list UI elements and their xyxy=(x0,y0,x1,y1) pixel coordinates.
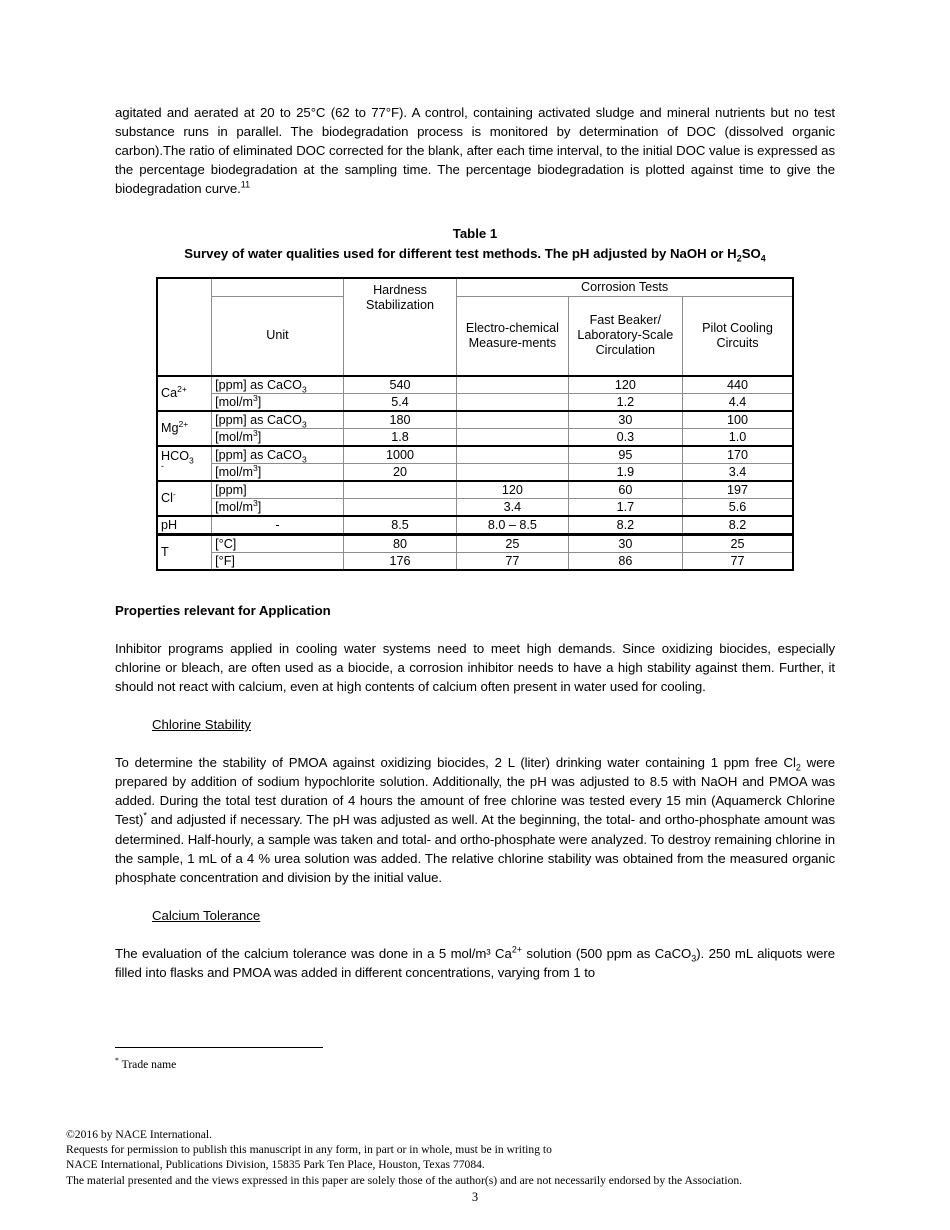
table-row xyxy=(157,428,793,446)
water-quality-table xyxy=(156,277,794,571)
table-caption-line2 xyxy=(115,244,835,263)
unit-cell xyxy=(212,463,344,481)
value-electrochemical xyxy=(457,393,568,411)
value-pilot: 8.2 xyxy=(683,516,793,535)
header-corrosion-tests-label: Corrosion Tests xyxy=(580,279,669,294)
header-corrosion-tests xyxy=(457,278,793,297)
value-electrochemical xyxy=(457,428,568,446)
value-beaker: 8.2 xyxy=(568,516,682,535)
row-label-magnesium-charge: 2+ xyxy=(178,418,189,429)
table-row xyxy=(157,393,793,411)
value-electrochemical xyxy=(457,463,568,481)
unit-cell: [°F] xyxy=(212,552,344,570)
row-label-chloride xyxy=(157,481,212,516)
unit-cell xyxy=(212,376,344,394)
header-electrochemical-label: Electro-chemical Measure-ments xyxy=(465,320,559,350)
row-label-calcium-charge: 2+ xyxy=(177,383,187,394)
page-content xyxy=(115,103,835,982)
header-unit xyxy=(212,296,344,376)
value-hardness: 176 xyxy=(343,552,456,570)
value-electrochemical: 3.4 xyxy=(457,498,568,516)
value-electrochemical: 120 xyxy=(457,481,568,499)
value-pilot: 5.6 xyxy=(683,498,793,516)
table-header-row-2 xyxy=(157,296,793,376)
value-pilot: 4.4 xyxy=(683,393,793,411)
chlorine-stability-paragraph xyxy=(115,753,835,887)
value-hardness: 20 xyxy=(343,463,456,481)
value-pilot: 170 xyxy=(683,446,793,464)
value-hardness: 540 xyxy=(343,376,456,394)
value-beaker: 0.3 xyxy=(568,428,682,446)
intro-paragraph xyxy=(115,103,835,198)
calcium-superscript-charge: 2+ xyxy=(511,944,522,955)
table-caption-sub-4: 4 xyxy=(760,253,766,264)
calcium-text-a: The evaluation of the calcium tolerance was done in a 5 mol/m³ Ca xyxy=(115,945,512,961)
table-row xyxy=(157,411,793,429)
footer-disclaimer: The material presented and the views expressed in this paper are solely those of the author(s) and are not necessarily endorsed by the Association. xyxy=(66,1173,743,1187)
value-hardness: 180 xyxy=(343,411,456,429)
value-electrochemical: 25 xyxy=(457,534,568,552)
value-beaker: 86 xyxy=(568,552,682,570)
row-label-magnesium-text: Mg xyxy=(161,421,179,436)
unit-cell-text: [ppm] as CaCO xyxy=(215,377,302,392)
table-caption-line1: Table 1 xyxy=(452,226,498,242)
unit-cell-text: [ppm] as CaCO xyxy=(215,412,302,427)
table-caption-text-a: Survey of water qualities used for different test methods. The pH adjusted by NaOH or H xyxy=(184,245,737,261)
footer-permission: Requests for permission to publish this manuscript in any form, in part or in whole, must be in writing to xyxy=(66,1143,552,1157)
value-pilot: 3.4 xyxy=(683,463,793,481)
value-beaker: 30 xyxy=(568,534,682,552)
header-blank-unit-top xyxy=(212,278,344,297)
header-hardness-stabilization-label: Hardness Stabilization xyxy=(366,282,434,312)
intro-reference-superscript: 11 xyxy=(240,179,251,190)
table-caption-text-b: SO xyxy=(741,245,761,261)
value-hardness: 5.4 xyxy=(343,393,456,411)
table-row xyxy=(157,446,793,464)
application-paragraph: Inhibitor programs applied in cooling water systems need to meet high demands. Since oxidizing biocides, especially chlorine or bleach, are often used as a biocide, a corrosion inhibitor needs to have a high stability against them. Further, it should not react with calcium, even at high contents of calcium often present in water used for cooling. xyxy=(115,640,835,694)
calcium-text-c: ). 250 mL aliquots were filled into flasks and PMOA was added in different concentrations, varying from 1 to xyxy=(115,945,835,980)
page-number: 3 xyxy=(471,1190,479,1204)
value-beaker: 30 xyxy=(568,411,682,429)
table-header-row-1 xyxy=(157,278,793,297)
table-row xyxy=(157,552,793,570)
unit-cell-sup: 3 xyxy=(252,497,258,508)
unit-cell xyxy=(212,428,344,446)
header-corner-blank xyxy=(157,278,212,376)
unit-cell: [°C] xyxy=(212,534,344,552)
row-label-calcium xyxy=(157,376,212,411)
unit-cell-sub: 3 xyxy=(301,384,307,395)
chlorine-subscript-2: 2 xyxy=(795,762,801,773)
unit-cell-text-b: ] xyxy=(257,464,262,479)
table-row xyxy=(157,463,793,481)
table-caption-block xyxy=(115,224,835,262)
calcium-text-b: solution (500 ppm as CaCO xyxy=(521,945,692,961)
value-pilot: 25 xyxy=(683,534,793,552)
value-beaker: 1.7 xyxy=(568,498,682,516)
header-fast-beaker-laboratory-scale-circulation xyxy=(568,296,682,376)
value-electrochemical xyxy=(457,411,568,429)
unit-cell-sup: 3 xyxy=(252,392,258,403)
value-beaker: 1.9 xyxy=(568,463,682,481)
subheading-chlorine-stability xyxy=(115,715,835,734)
value-hardness: 1.8 xyxy=(343,428,456,446)
value-hardness xyxy=(343,498,456,516)
chlorine-footnote-marker: * xyxy=(143,811,147,822)
value-pilot: 440 xyxy=(683,376,793,394)
spacer xyxy=(115,887,835,906)
unit-cell xyxy=(212,498,344,516)
header-pilot-cooling-label: Pilot Cooling Circuits xyxy=(702,320,773,350)
table-row xyxy=(157,516,793,535)
unit-cell-text: [mol/m xyxy=(215,394,253,409)
row-label-bicarbonate-sub: 3 xyxy=(189,455,194,466)
value-beaker: 1.2 xyxy=(568,393,682,411)
unit-cell-text-b: ] xyxy=(257,429,262,444)
footer-copyright: ©2016 by NACE International. xyxy=(66,1128,212,1141)
spacer xyxy=(115,571,835,601)
subheading-calcium-tolerance xyxy=(115,906,835,925)
table-row xyxy=(157,498,793,516)
row-label-bicarbonate-text: HCO xyxy=(161,448,189,463)
section-heading-properties: Properties relevant for Application xyxy=(115,602,331,618)
table-row xyxy=(157,534,793,552)
footnote-separator xyxy=(115,1047,323,1048)
value-hardness: 1000 xyxy=(343,446,456,464)
row-label-chloride-charge: - xyxy=(172,488,176,499)
value-pilot: 1.0 xyxy=(683,428,793,446)
row-label-magnesium xyxy=(157,411,212,446)
value-electrochemical xyxy=(457,376,568,394)
unit-cell: [ppm] xyxy=(212,481,344,499)
unit-cell-text: [mol/m xyxy=(215,429,253,444)
value-electrochemical xyxy=(457,446,568,464)
footnote-marker: * xyxy=(115,1056,119,1066)
chlorine-text-b: were prepared by addition of sodium hypochlorite solution. Additionally, the pH was adjusted to 8.5 with NaOH and PMOA was added. During the total test duration of 4 hours the amount of free chlorine was tested every 15 min (Aquamerck Chlorine Test) xyxy=(115,755,836,828)
chlorine-text-a: To determine the stability of PMOA against oxidizing biocides, 2 L (liter) drinking water containing 1 ppm free Cl xyxy=(115,755,796,771)
table-wrapper xyxy=(115,277,835,571)
header-hardness-stabilization xyxy=(343,278,456,376)
unit-cell-sub: 3 xyxy=(301,454,307,465)
unit-cell-text: [ppm] as CaCO xyxy=(215,447,302,462)
calcium-subscript-3: 3 xyxy=(691,953,697,964)
value-beaker: 120 xyxy=(568,376,682,394)
header-pilot-cooling-circuits xyxy=(683,296,793,376)
value-hardness: 8.5 xyxy=(343,516,456,535)
table-row xyxy=(157,481,793,499)
unit-cell-text: [mol/m xyxy=(215,464,253,479)
spacer xyxy=(115,696,835,715)
row-label-temperature: T xyxy=(157,534,212,570)
intro-paragraph-text: agitated and aerated at 20 to 25°C (62 to 77°F). A control, containing activated sludge and mineral nutrients but no test substance runs in parallel. The biodegradation process is monitored by determination of DOC (dissolved organic carbon).The ratio of eliminated DOC corrected for the blank, after each time interval, to the initial DOC value is expressed as the percentage biodegradation at the sampling time. The percentage biodegradation is plotted against time to give the biodegradation curve. xyxy=(115,105,835,197)
row-label-calcium-text: Ca xyxy=(161,386,178,401)
value-pilot: 77 xyxy=(683,552,793,570)
value-electrochemical: 77 xyxy=(457,552,568,570)
unit-cell-sup: 3 xyxy=(252,462,258,473)
unit-cell-sub: 3 xyxy=(301,419,307,430)
header-electrochemical-measurements xyxy=(457,296,568,376)
table-row xyxy=(157,376,793,394)
calcium-tolerance-paragraph xyxy=(115,944,835,982)
value-hardness xyxy=(343,481,456,499)
subheading-chlorine-stability-label: Chlorine Stability xyxy=(152,717,251,733)
value-electrochemical: 8.0 – 8.5 xyxy=(457,516,568,535)
unit-cell-text: [mol/m xyxy=(215,499,253,514)
value-beaker: 95 xyxy=(568,446,682,464)
unit-cell-sup: 3 xyxy=(252,427,258,438)
footnote-text: Trade name xyxy=(121,1058,177,1071)
unit-cell xyxy=(212,446,344,464)
unit-cell xyxy=(212,411,344,429)
unit-cell-text-b: ] xyxy=(257,394,262,409)
footer-address: NACE International, Publications Division, 15835 Park Ten Place, Houston, Texas 77084. xyxy=(66,1158,485,1172)
table-caption-sub-2: 2 xyxy=(736,253,742,264)
page-footer xyxy=(66,1127,742,1188)
unit-cell-text-b: ] xyxy=(257,499,262,514)
row-label-bicarbonate-charge: - xyxy=(161,460,164,471)
value-hardness: 80 xyxy=(343,534,456,552)
header-unit-label: Unit xyxy=(266,328,289,343)
unit-cell: - xyxy=(212,516,344,535)
row-label-bicarbonate xyxy=(157,446,212,481)
subheading-calcium-tolerance-label: Calcium Tolerance xyxy=(152,907,261,923)
value-pilot: 197 xyxy=(683,481,793,499)
value-beaker: 60 xyxy=(568,481,682,499)
row-label-ph: pH xyxy=(157,516,212,535)
unit-cell xyxy=(212,393,344,411)
header-fast-beaker-label: Fast Beaker/ Laboratory-Scale Circulation xyxy=(577,313,674,358)
footnote xyxy=(115,1058,176,1072)
chlorine-text-c: and adjusted if necessary. The pH was adjusted as well. At the beginning, the total- and ortho-phosphate amount was determined. Half-hourly, a sample was taken and total- and ortho-phosphate were analyzed. To destroy remaining chlorine in the sample, 1 mL of a 4 % urea solution was added. The relative chlorine stability was obtained from the measured organic phosphate concentration and division by the initial value. xyxy=(115,812,835,885)
row-label-chloride-text: Cl xyxy=(161,491,173,506)
value-pilot: 100 xyxy=(683,411,793,429)
